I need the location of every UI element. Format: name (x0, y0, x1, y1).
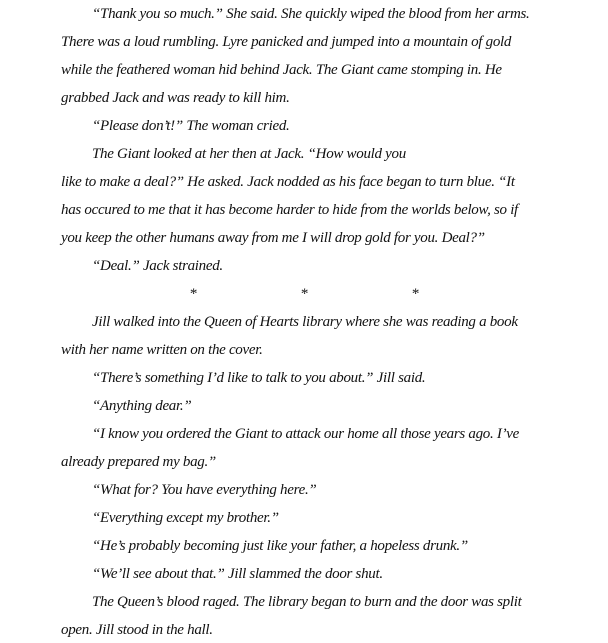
text-line: has occured to me that it has become harder to hide from the worlds below, so if (61, 202, 518, 218)
text-line: There was a loud rumbling. Lyre panicked and jumped into a mountain of gold (61, 34, 512, 50)
separator-asterisk: * (189, 286, 198, 302)
text-line: “We’ll see about that.” Jill slammed the door shut. (92, 566, 383, 582)
text-line: “He’s probably becoming just like your father, a hopeless drunk.” (92, 538, 468, 554)
text-line: “Everything except my brother.” (92, 510, 279, 526)
text-line: open. Jill stood in the hall. (61, 622, 213, 638)
scene-separator (61, 280, 548, 308)
text-line: with her name written on the cover. (61, 342, 263, 358)
text-line: like to make a deal?” He asked. Jack nodded as his face began to turn blue. “It (61, 174, 515, 190)
text-line: “Anything dear.” (92, 398, 192, 414)
text-line: already prepared my bag.” (61, 454, 216, 470)
text-line: “There’s something I’d like to talk to you about.” Jill said. (92, 370, 426, 386)
separator-asterisk: * (411, 286, 420, 302)
separator-asterisk: * (300, 286, 309, 302)
text-line: The Queen’s blood raged. The library began to burn and the door was split (92, 594, 522, 610)
story-text-block (61, 0, 600, 643)
text-line: “I know you ordered the Giant to attack our home all those years ago. I’ve (92, 426, 520, 442)
text-line: “Please don’t!” The woman cried. (92, 118, 290, 134)
text-line: “Thank you so much.” She said. She quickly wiped the blood from her arms. (92, 6, 530, 22)
text-line: “What for? You have everything here.” (92, 482, 317, 498)
text-line: “Deal.” Jack strained. (92, 258, 223, 274)
text-line: while the feathered woman hid behind Jack. The Giant came stomping in. He (61, 62, 502, 78)
text-line: Jill walked into the Queen of Hearts library where she was reading a book (92, 314, 518, 330)
text-line: you keep the other humans away from me I will drop gold for you. Deal?” (61, 230, 485, 246)
text-line: The Giant looked at her then at Jack. “How would you (92, 146, 406, 162)
text-line: grabbed Jack and was ready to kill him. (61, 90, 290, 106)
